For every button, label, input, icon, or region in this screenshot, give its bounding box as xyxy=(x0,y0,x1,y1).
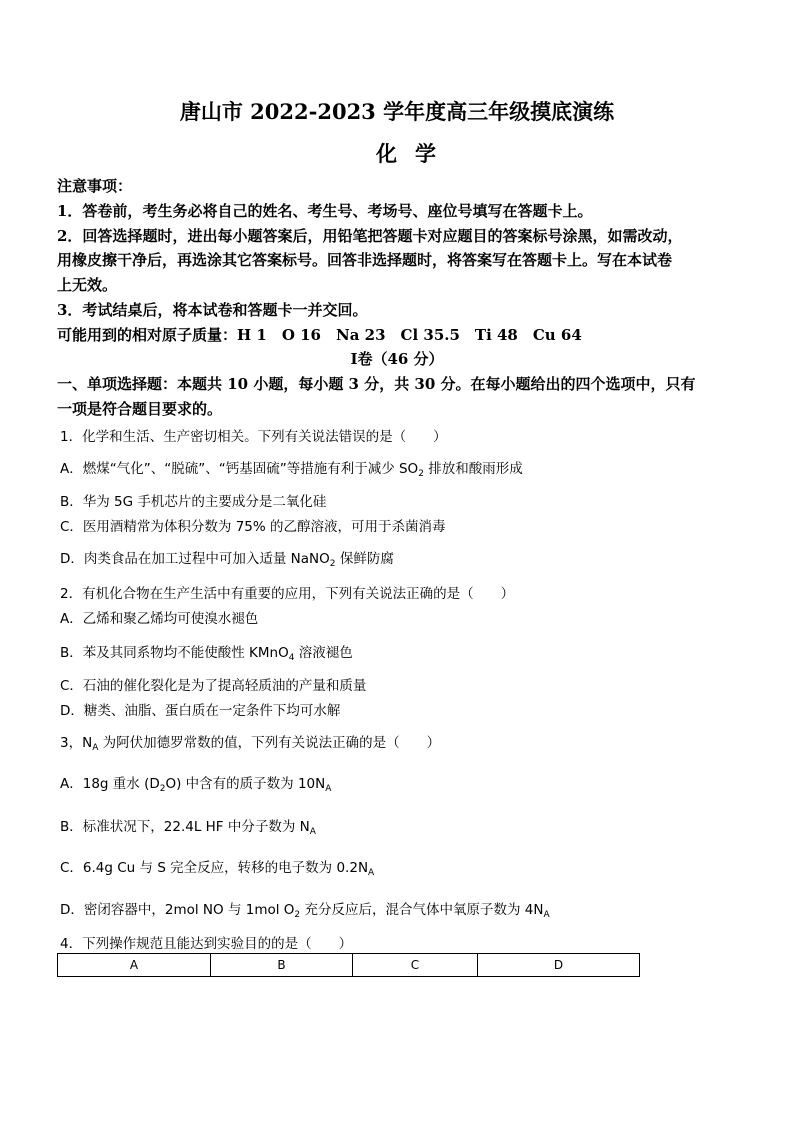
q2-option-a: A．乙烯和聚乙烯均可使溴水褪色 xyxy=(60,611,259,627)
q4-header-a: A xyxy=(58,954,211,977)
q4-header-b: B xyxy=(211,954,353,977)
notice-item-2-line-2: 用橡皮擦干净后，再选涂其它答案标号。回答非选择题时，将答案写在答题卡上。写在本试卷 xyxy=(57,251,673,269)
q4-header-d: D xyxy=(478,954,640,977)
q2-option-c: C．石油的催化裂化是为了提高轻质油的产量和质量 xyxy=(60,678,367,694)
q3-option-d: D．密闭容器中，2mol NO 与 1mol $O_2$ 充分反应后，混合气体中氧原子数为 $4N_A$ xyxy=(60,902,550,920)
notice-item-2-line-3: 上无效。 xyxy=(57,276,118,294)
q4-stem: 4．下列操作规范且能达到实验目的的是（ ） xyxy=(60,936,353,952)
q2-option-d: D．糖类、油脂、蛋白质在一定条件下均可水解 xyxy=(60,703,341,719)
notice-heading: 注意事项： xyxy=(57,177,133,195)
q1-stem: 1．化学和生活、生产密切相关。下列有关说法错误的是（ ） xyxy=(60,429,447,445)
q2-stem: 2．有机化合物在生产生活中有重要的应用，下列有关说法正确的是（ ） xyxy=(60,586,515,602)
table-row xyxy=(58,954,640,977)
notice-item-1: 1．答卷前，考生务必将自己的姓名、考生号、考场号、座位号填写在答题卡上。 xyxy=(57,202,593,220)
q3-stem: 3，$N_A$ 为阿伏加德罗常数的值，下列有关说法正确的是（ ） xyxy=(60,735,441,753)
q1-option-b: B．华为 5G 手机芯片的主要成分是二氧化硅 xyxy=(60,494,327,510)
q3-option-a: A．18g 重水 $(D_2O)$ 中含有的质子数为 $10N_A$ xyxy=(60,776,332,794)
exam-title: 唐山市 2022-2023 学年度高三年级摸底演练 xyxy=(179,99,615,124)
q1-option-c: C．医用酒精常为体积分数为 75% 的乙醇溶液，可用于杀菌消毒 xyxy=(60,519,446,535)
q1-option-a: A．燃煤“气化”、“脱硫”、“钙基固硫”等措施有利于减少 $SO_2$ 排放和酸雨形成 xyxy=(60,461,523,479)
q3-option-b: B．标准状况下，22.4L HF 中分子数为 $N_A$ xyxy=(60,819,316,837)
q4-options-table xyxy=(57,953,640,977)
section-heading-line-2: 一项是符合题目要求的。 xyxy=(57,400,223,418)
section-heading-line-1: 一、单项选择题：本题共 10 小题，每小题 3 分，共 30 分。在每小题给出的四个选项中，只有 xyxy=(57,375,696,393)
notice-item-3: 3．考试结桌后，将本试卷和答题卡一并交回。 xyxy=(57,301,368,319)
q1-option-d: D．肉类食品在加工过程中可加入适量 NaNO$_2$ 保鲜防腐 xyxy=(60,551,394,569)
q3-option-c: C．6.4g Cu 与 S 完全反应，转移的电子数为 $0.2N_A$ xyxy=(60,860,375,878)
volume-heading: Ⅰ卷（46 分） xyxy=(350,350,444,368)
subject-title: 化学 xyxy=(376,141,454,166)
q4-header-c: C xyxy=(353,954,478,977)
q2-option-b: B．苯及其同系物均不能使酸性 KMnO$_4$ 溶液褪色 xyxy=(60,645,353,663)
notice-item-2-line-1: 2．回答选择题时，进出每小题答案后，用铅笔把答题卡对应题目的答案标号涂黑，如需改动， xyxy=(57,227,683,245)
atomic-masses: 可能用到的相对原子质量：H 1 O 16 Na 23 Cl 35.5 Ti 48 Cu 64 xyxy=(57,326,582,344)
